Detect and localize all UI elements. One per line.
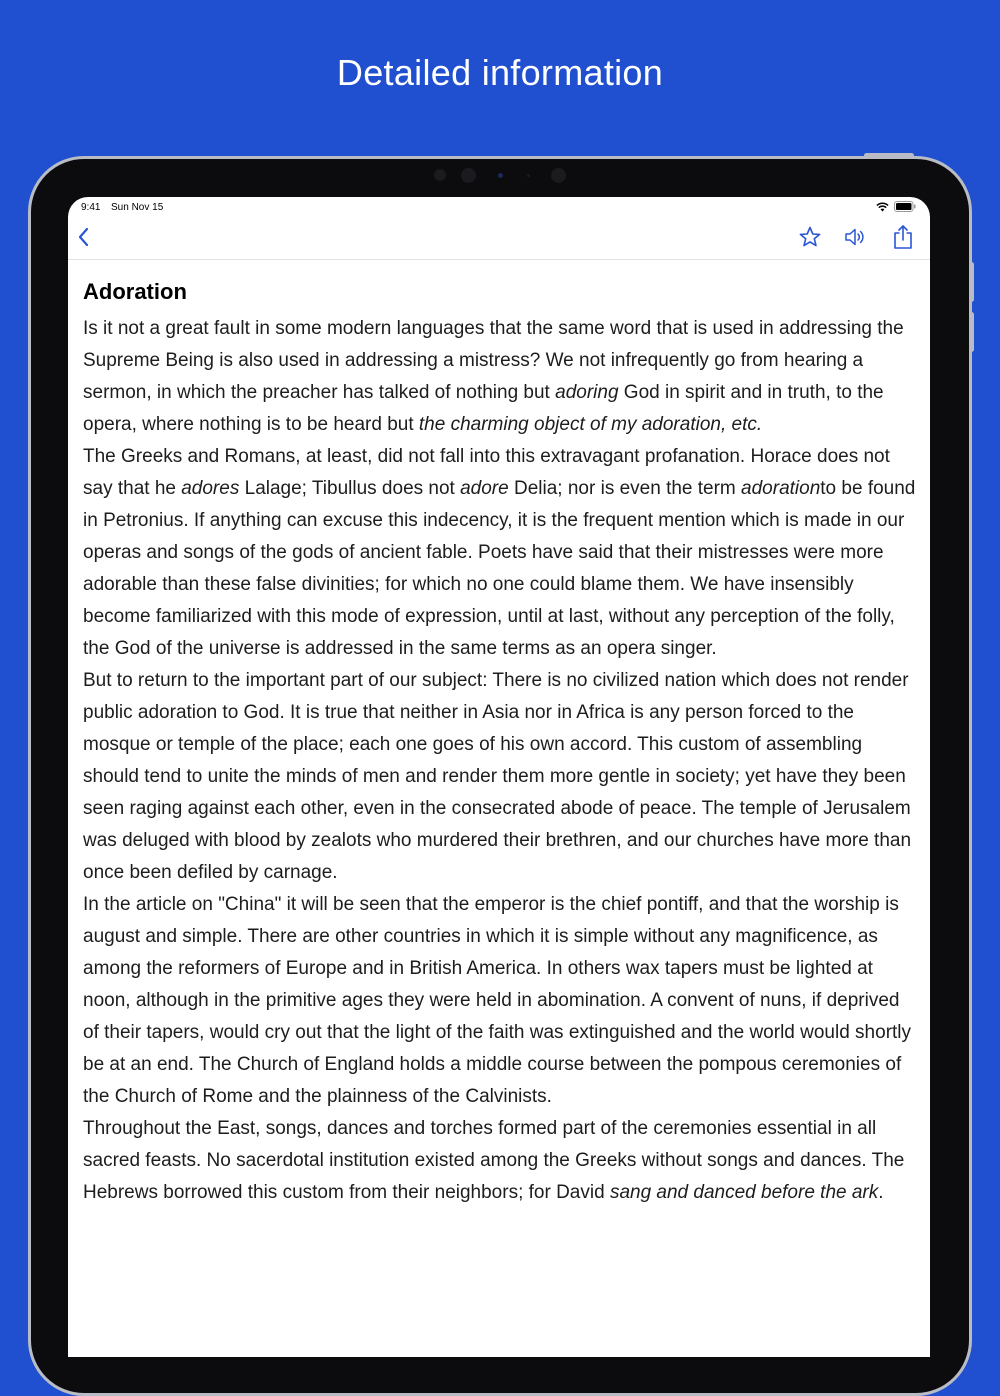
article-paragraph	[83, 889, 918, 1113]
camera-sensor-dot	[434, 169, 446, 181]
status-time: 9:41	[81, 202, 101, 213]
camera-bar	[0, 166, 1000, 186]
text-run: Throughout the East, songs, dances and torches formed part of the ceremonies essential in all sacred feasts. No sacerdotal institution existed among the Greeks without songs and dances. The Hebrews borrowed this custom from their neighbors; for David	[83, 1118, 905, 1203]
wifi-icon	[876, 202, 889, 215]
article-paragraph	[83, 665, 918, 889]
italic-text: sang and danced before the ark	[609, 1182, 879, 1203]
italic-text: adores	[181, 478, 240, 499]
text-run: In the article on "China" it will be seen that the emperor is the chief pontiff, and that the worship is august and simple. There are other countries in which it is simple without any magnificence, as among the reformers of Europe and in British America. In others wax tapers must be lighted at noon, although in the primitive ages they were held in abomination. A convent of nuns, if deprived of their tapers, would cry out that the light of the faith was extinguished and the world would shortly be at an end. The Church of England holds a middle course between the pompous ceremonies of the Church of Rome and the plainness of the Calvinists.	[83, 894, 912, 1107]
status-bar	[68, 197, 930, 219]
article-body	[83, 313, 918, 1209]
text-run: Is it not a great fault in some modern languages that the same word that is used in addressing the Supreme Being is also used in addressing a mistress? We not infrequently go from hearing a sermon, in which the preacher has talked of nothing but	[83, 318, 904, 403]
italic-text: adore	[460, 478, 509, 499]
back-button[interactable]	[68, 223, 100, 255]
text-run: to be found in Petronius. If anything can excuse this indecency, it is the frequent mention which is made in our operas and songs of the gods of ancient fable. Poets have said that their mistresses were more adorable than these false divinities; for which no one could blame them. We have insensibly become familiarized with this mode of expression, until at last, without any perception of the folly, the God of the universe is addressed in the same terms as an opera singer.	[83, 478, 916, 659]
chevron-left-icon	[77, 227, 91, 252]
text-run: Lalage; Tibullus does not	[239, 478, 461, 499]
article-content	[83, 275, 918, 1209]
article-paragraph	[83, 313, 918, 441]
status-icons	[876, 201, 916, 215]
camera-sensor-dot	[527, 174, 530, 177]
article-title: Adoration	[83, 279, 187, 304]
status-date: Sun Nov 15	[111, 202, 164, 213]
article-paragraph	[83, 1113, 918, 1209]
favorite-button[interactable]	[794, 223, 826, 255]
star-icon	[798, 225, 822, 254]
app-screen	[68, 197, 930, 1357]
italic-text: adoration	[741, 478, 821, 499]
navigation-bar	[68, 219, 930, 260]
text-run: God in spirit and in truth, to the opera, where nothing is to be heard but	[83, 382, 884, 435]
battery-icon	[894, 201, 916, 215]
text-run: .	[878, 1182, 884, 1203]
article-paragraph	[83, 441, 918, 665]
text-run: The Greeks and Romans, at least, did not fall into this extravagant profanation. Horace does not say that he	[83, 446, 890, 499]
italic-text: adoring	[555, 382, 619, 403]
speak-button[interactable]	[839, 223, 871, 255]
italic-text: the charming object of my adoration, etc.	[418, 414, 763, 435]
share-icon	[892, 224, 914, 255]
promo-title: Detailed information	[336, 52, 664, 93]
share-button[interactable]	[887, 223, 919, 255]
camera-indicator-dot	[498, 173, 503, 178]
speaker-icon	[843, 225, 867, 254]
text-run: But to return to the important part of our subject: There is no civilized nation which does not render public adoration to God. It is true that neither in Asia nor in Africa is any person forced to the mosque or temple of the place; each one goes of his own accord. This custom of assembling should tend to unite the minds of men and render them more gentle in society; yet have they been seen raging against each other, even in the consecrated abode of peace. The temple of Jerusalem was deluged with blood by zealots who murdered their brethren, and our churches have more than once been defiled by carnage.	[83, 670, 912, 883]
camera-lens-dot	[461, 168, 476, 183]
text-run: Delia; nor is even the term	[508, 478, 742, 499]
camera-sensor-dot	[551, 168, 566, 183]
